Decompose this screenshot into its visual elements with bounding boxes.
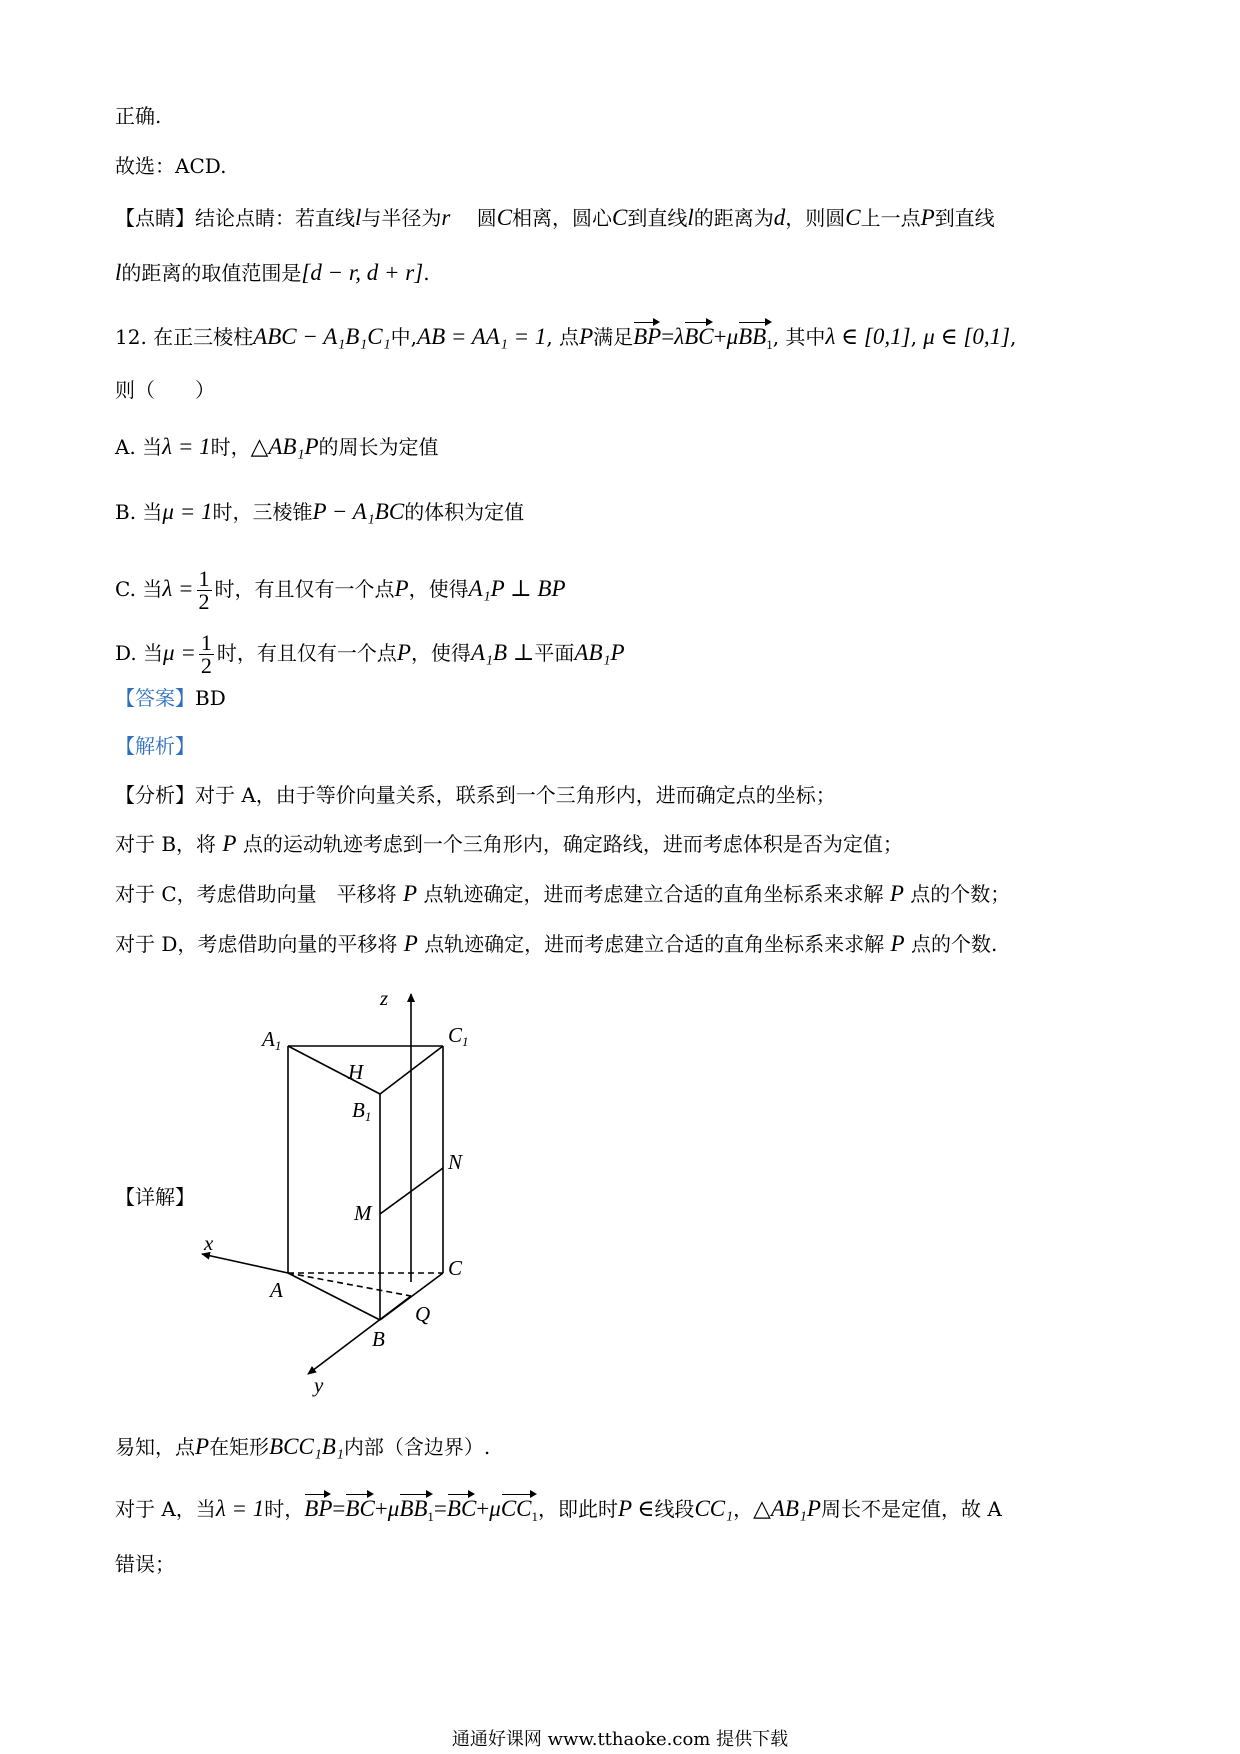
label-n: N bbox=[448, 1150, 463, 1174]
text: 点轨迹确定，进而考虑建立合适的直角坐标系来求解 bbox=[423, 882, 884, 906]
prism-diagram bbox=[180, 980, 500, 1400]
text-line bbox=[115, 101, 161, 131]
math: A₁P ⊥ BP bbox=[468, 576, 566, 601]
text: 点轨迹确定，进而考虑建立合适的直角坐标系来求解 bbox=[424, 932, 885, 956]
vector: $BB_1$ bbox=[738, 322, 773, 360]
text: 则（ ） bbox=[115, 378, 215, 402]
answer-line bbox=[115, 683, 226, 713]
text: 中, bbox=[390, 325, 418, 349]
option-label: B. bbox=[115, 500, 137, 524]
math: C bbox=[612, 205, 628, 230]
math: P bbox=[403, 931, 418, 956]
vector: BC bbox=[684, 322, 713, 352]
analysis-line-2 bbox=[115, 829, 903, 859]
vector: BP bbox=[633, 322, 661, 352]
question-number: 12. bbox=[115, 325, 147, 349]
vector: BC bbox=[447, 1494, 476, 1524]
comment-line-1 bbox=[115, 203, 995, 233]
text: 当 bbox=[142, 500, 163, 524]
text: 1 bbox=[462, 1034, 469, 1049]
math: λ = bbox=[162, 576, 194, 601]
math: = bbox=[661, 324, 675, 349]
text: 正确. bbox=[115, 104, 162, 128]
vector: BC bbox=[345, 1494, 374, 1524]
option-label: C. bbox=[115, 577, 136, 601]
math: P bbox=[889, 881, 904, 906]
text: 易知，点 bbox=[115, 1435, 195, 1459]
math: μ ∈ [0,1] bbox=[923, 324, 1011, 349]
text: 时，有且仅有一个点 bbox=[214, 577, 395, 601]
math: P ∈ bbox=[618, 1496, 655, 1521]
math: ABC − A₁B₁C₁ bbox=[253, 324, 391, 349]
math: d bbox=[773, 205, 786, 230]
text: , 其中 bbox=[772, 325, 826, 349]
text: ，即此时 bbox=[538, 1497, 619, 1521]
math: AB = AA₁ = 1 bbox=[417, 324, 547, 349]
text: A bbox=[262, 1027, 275, 1051]
math: μ bbox=[387, 1496, 400, 1521]
after-line-1 bbox=[115, 1432, 490, 1462]
math: P bbox=[890, 931, 905, 956]
denominator: 2 bbox=[198, 589, 210, 614]
text: 对于 D，考虑借助向量的平移将 bbox=[115, 932, 398, 956]
text: 的体积为定值 bbox=[404, 500, 525, 524]
fraction bbox=[197, 568, 212, 613]
detail-label: 【详解】 bbox=[115, 1185, 195, 1209]
math: μ = bbox=[163, 640, 196, 665]
text: 点的运动轨迹考虑到一个三角形内，确定路线，进而考虑体积是否为定值； bbox=[242, 832, 903, 856]
text: 在正三棱柱 bbox=[153, 325, 254, 349]
option-c bbox=[115, 560, 566, 618]
text: 对于 A，由于等价向量关系，联系到一个三角形内，进而确定点的坐标； bbox=[195, 783, 836, 807]
text: 对于 C，考虑借助向量 平移将 bbox=[115, 882, 397, 906]
text: 满足 bbox=[593, 325, 634, 349]
math: A₁B ⊥ bbox=[470, 640, 535, 665]
text: 点的个数. bbox=[910, 932, 998, 956]
text: 在矩形 bbox=[209, 1435, 270, 1459]
math: λ = 1 bbox=[162, 434, 211, 459]
analysis-label: 【解析】 bbox=[115, 734, 195, 758]
vector: $CC_1$ bbox=[501, 1494, 538, 1532]
text: 相离，圆心 bbox=[512, 206, 613, 230]
math: + bbox=[374, 1496, 388, 1521]
text: BB bbox=[738, 324, 767, 349]
label-c: C bbox=[448, 1256, 463, 1280]
option-label: D. bbox=[115, 641, 137, 665]
label-y: y bbox=[314, 1373, 324, 1397]
numerator: 1 bbox=[200, 630, 212, 655]
text: 的距离的取值范围是 bbox=[121, 261, 302, 285]
text: 的周长为定值 bbox=[318, 435, 439, 459]
text: ，则圆 bbox=[785, 206, 846, 230]
text: 1 bbox=[274, 1038, 282, 1053]
math: λ = 1 bbox=[215, 1496, 265, 1521]
text: ， bbox=[733, 1497, 754, 1521]
option-d bbox=[115, 624, 625, 682]
math: P bbox=[396, 640, 411, 665]
text: 对于 A，当 bbox=[115, 1497, 216, 1521]
label-b: B bbox=[372, 1327, 385, 1351]
text: , bbox=[1010, 325, 1017, 349]
analysis-head: 【分析】 bbox=[115, 783, 195, 807]
comment-bracket: 【点睛】 bbox=[115, 206, 195, 230]
answer-value: BD bbox=[195, 686, 226, 710]
text: 当 bbox=[143, 641, 164, 665]
option-a bbox=[115, 432, 439, 462]
fraction bbox=[199, 632, 214, 677]
text: , bbox=[910, 325, 917, 349]
text: 时， bbox=[264, 1497, 305, 1521]
math: l bbox=[115, 260, 122, 285]
math: P bbox=[403, 881, 418, 906]
text: 当 bbox=[142, 577, 163, 601]
math: = bbox=[332, 1496, 346, 1521]
x-axis bbox=[202, 1254, 288, 1273]
segment-a-q bbox=[288, 1273, 411, 1296]
math: P bbox=[579, 324, 594, 349]
text: 的距离为 bbox=[693, 206, 774, 230]
text: 内部（含边界）. bbox=[343, 1435, 491, 1459]
math: r bbox=[441, 205, 451, 230]
text: 平面 bbox=[534, 641, 575, 665]
vector: BP bbox=[304, 1494, 332, 1524]
text: 对于 B，将 bbox=[115, 832, 217, 856]
label-z: z bbox=[380, 986, 389, 1010]
math: μ = 1 bbox=[162, 499, 213, 524]
text: 点的个数； bbox=[910, 882, 1011, 906]
text: B bbox=[352, 1098, 365, 1122]
text: 时，有且仅有一个点 bbox=[216, 641, 397, 665]
text: CC bbox=[500, 1496, 532, 1521]
edge-a1-b1 bbox=[288, 1046, 380, 1094]
label-m: M bbox=[354, 1201, 372, 1225]
math: C bbox=[496, 205, 513, 230]
text: 上一点 bbox=[860, 206, 921, 230]
math: C bbox=[845, 205, 861, 230]
text: 错误； bbox=[115, 1552, 175, 1576]
math: λ bbox=[674, 324, 685, 349]
math: P bbox=[394, 576, 409, 601]
text: . bbox=[423, 261, 430, 285]
text: 故选：ACD. bbox=[115, 154, 227, 178]
math: + bbox=[713, 324, 727, 349]
label-a: A bbox=[270, 1278, 283, 1302]
label-x: x bbox=[204, 1231, 214, 1255]
comment-line-2 bbox=[115, 258, 430, 288]
text: 1 bbox=[364, 1109, 372, 1124]
analysis-line-1 bbox=[115, 780, 836, 810]
text: 当 bbox=[142, 435, 163, 459]
text: 与半径为 bbox=[361, 206, 442, 230]
math: △AB₁P bbox=[753, 1496, 821, 1521]
option-label: A. bbox=[115, 435, 136, 459]
text: , 点 bbox=[546, 325, 580, 349]
math: μ bbox=[726, 324, 739, 349]
page-footer: 通通好课网 www.tthaoke.com 提供下载 bbox=[451, 1729, 789, 1750]
text: 时， bbox=[210, 435, 251, 459]
text: 周长不是定值，故 A bbox=[820, 1497, 1002, 1521]
analysis-line-3 bbox=[115, 879, 1010, 909]
text: 到直线 bbox=[934, 206, 995, 230]
vector: $BB_1$ bbox=[399, 1494, 434, 1532]
edge-a-b bbox=[288, 1273, 380, 1320]
label-b1 bbox=[352, 1098, 371, 1124]
question-line-1 bbox=[115, 322, 1016, 360]
math: [d − r, d + r] bbox=[301, 260, 424, 285]
math: BCC₁B₁ bbox=[269, 1434, 344, 1459]
option-b bbox=[115, 497, 524, 527]
math: P − A₁BC bbox=[312, 499, 405, 524]
math: λ ∈ [0,1] bbox=[825, 324, 911, 349]
math: P bbox=[920, 205, 935, 230]
after-line-3 bbox=[115, 1549, 175, 1579]
math: μ bbox=[489, 1496, 501, 1521]
question-line-2 bbox=[115, 375, 215, 405]
math: △AB₁P bbox=[250, 434, 319, 459]
text: 时，三棱锥 bbox=[212, 500, 313, 524]
text: 线段 bbox=[654, 1497, 695, 1521]
text: 到直线 bbox=[627, 206, 688, 230]
denominator: 2 bbox=[200, 653, 212, 678]
text-line bbox=[115, 151, 226, 181]
label-a1 bbox=[260, 1027, 281, 1053]
math: l bbox=[355, 205, 362, 230]
label-c1 bbox=[448, 1023, 469, 1049]
text: BB bbox=[399, 1496, 428, 1521]
math: + bbox=[476, 1496, 490, 1521]
math: P bbox=[222, 831, 237, 856]
text: C bbox=[448, 1023, 463, 1047]
math: P bbox=[195, 1434, 210, 1459]
label-h: H bbox=[348, 1060, 364, 1084]
math: CC₁ bbox=[694, 1496, 734, 1521]
math: = bbox=[433, 1496, 447, 1521]
label-q: Q bbox=[415, 1302, 431, 1326]
math: l bbox=[687, 205, 694, 230]
y-axis bbox=[308, 1296, 411, 1374]
analysis-label-line bbox=[115, 731, 195, 761]
text: 结论点睛：若直线 bbox=[195, 206, 355, 230]
analysis-line-4 bbox=[115, 929, 997, 959]
after-line-2 bbox=[115, 1494, 1002, 1532]
answer-label: 【答案】 bbox=[115, 686, 195, 710]
text: ，使得 bbox=[410, 641, 471, 665]
text: 圆 bbox=[476, 206, 497, 230]
math: AB₁P bbox=[574, 640, 625, 665]
numerator: 1 bbox=[198, 566, 210, 591]
text: ，使得 bbox=[408, 577, 469, 601]
